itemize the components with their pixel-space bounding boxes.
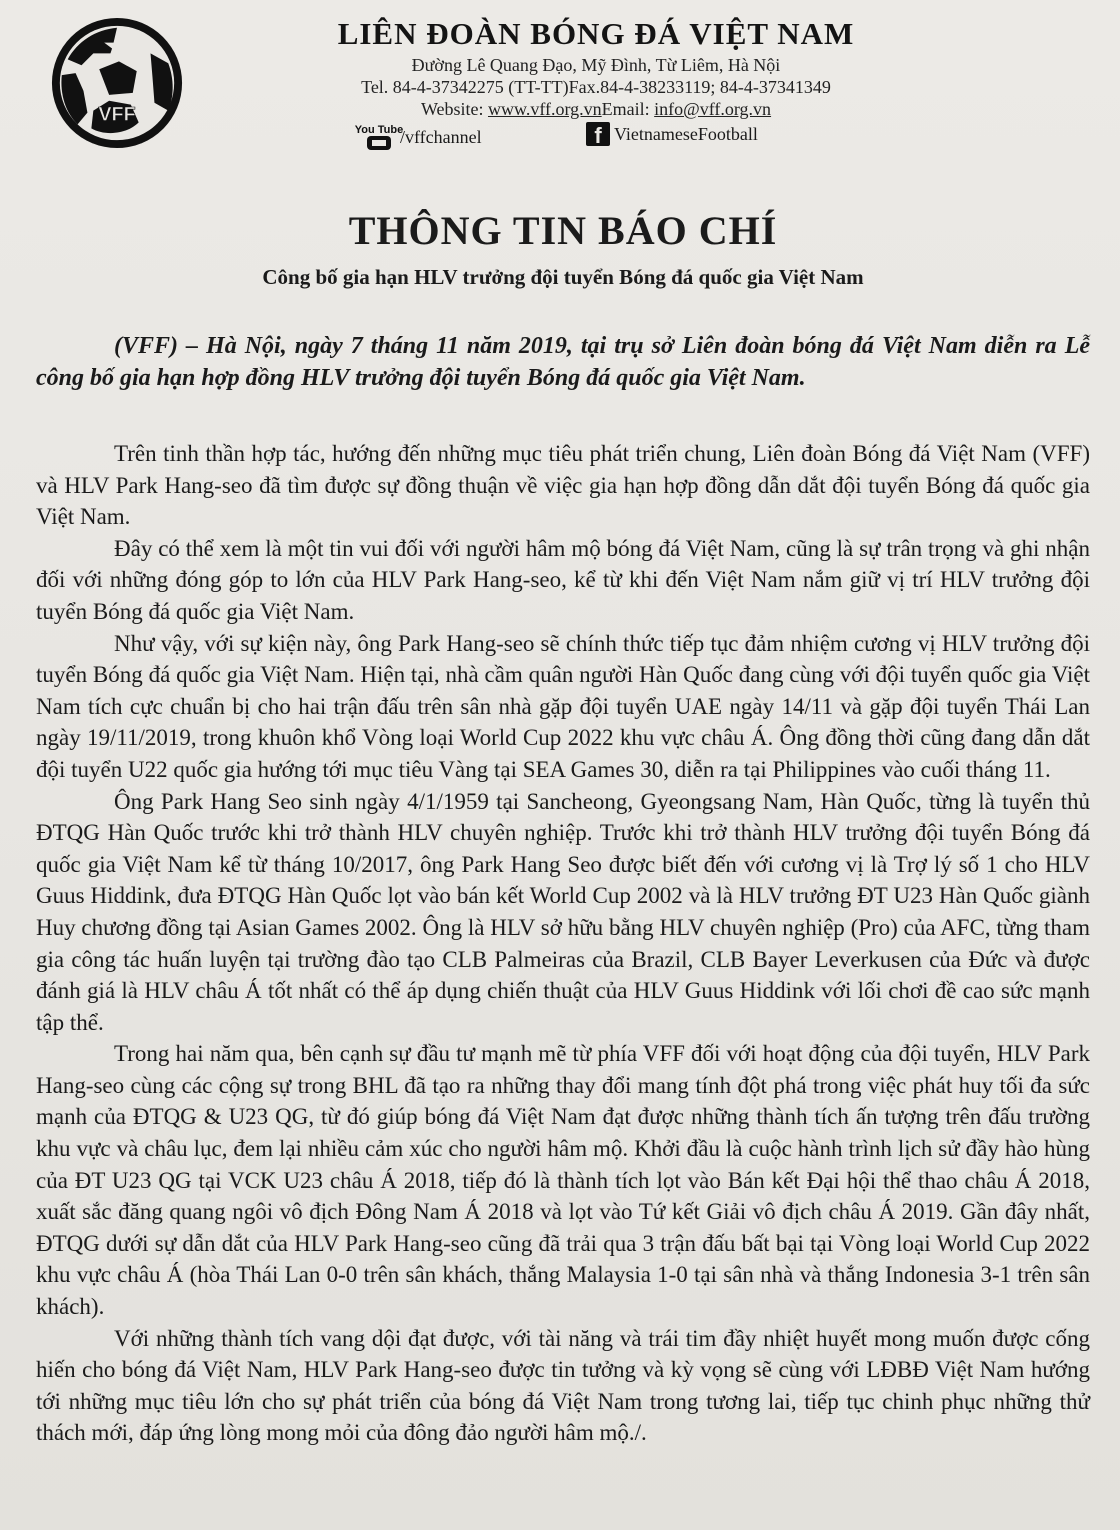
youtube-channel: /vffchannel bbox=[400, 126, 482, 147]
letterhead bbox=[36, 0, 1090, 170]
youtube-link[interactable] bbox=[354, 122, 482, 152]
youtube-icon bbox=[354, 122, 404, 152]
facebook-page: VietnameseFootball bbox=[614, 123, 758, 144]
document-body bbox=[36, 438, 1090, 1449]
document-subtitle: Công bố gia hạn HLV trưởng đội tuyển Bóng đá quốc gia Việt Nam bbox=[262, 265, 864, 289]
youtube-icon-text: You Tube bbox=[354, 124, 404, 136]
facebook-icon: f bbox=[586, 122, 610, 146]
organization-phone-fax: Tel. 84-4-37342275 (TT-TT)Fax.84-4-38233119; 84-4-37341349 bbox=[361, 77, 831, 97]
body-paragraph: Ông Park Hang Seo sinh ngày 4/1/1959 tại Sancheong, Gyeongsang Nam, Hàn Quốc, từng là tuyển thủ ĐTQG Hàn Quốc trước khi trở thành HLV chuyên nghiệp. Trước khi trở thành HLV trưởng đội tuyển Bóng đá quốc gia Việt Nam kể từ tháng 10/2017, ông Park Hang Seo được biết đến với cương vị là Trợ lý số 1 cho HLV Guus Hiddink, đưa ĐTQG Hàn Quốc lọt vào bán kết World Cup 2002 và là HLV trưởng ĐT U23 Hàn Quốc giành Huy chương đồng tại Asian Games 2002. Ông là HLV sở hữu bằng HLV chuyên nghiệp (Pro) của AFC, từng tham gia công tác huấn luyện tại trường đào tạo CLB Palmeiras của Brazil, CLB Bayer Leverkusen của Đức và được đánh giá là HLV châu Á tốt nhất có thể áp dụng chiến thuật của HLV Guus Hiddink với lối chơi đề cao sức mạnh tập thể. bbox=[36, 788, 1090, 1035]
organization-web-email bbox=[286, 98, 906, 120]
email-link[interactable]: info@vff.org.vn bbox=[654, 99, 772, 119]
body-paragraph: Trên tinh thần hợp tác, hướng đến những mục tiêu phát triển chung, Liên đoàn Bóng đá Việt Nam (VFF) và HLV Park Hang-seo đã tìm được sự đồng thuận về việc gia hạn hợp đồng dẫn dắt đội tuyển Bóng đá quốc gia Việt Nam. bbox=[36, 441, 1090, 530]
organization-name: LIÊN ĐOÀN BÓNG ĐÁ VIỆT NAM bbox=[337, 16, 855, 51]
lead-paragraph: (VFF) – Hà Nội, ngày 7 tháng 11 năm 2019, tại trụ sở Liên đoàn bóng đá Việt Nam diễn ra Lễ công bố gia hạn hợp đồng HLV trưởng đội tuyển Bóng đá quốc gia Việt Nam. bbox=[36, 333, 1090, 391]
social-links bbox=[286, 122, 906, 152]
document-title: THÔNG TIN BÁO CHÍ bbox=[348, 208, 778, 253]
organization-address: Đường Lê Quang Đạo, Mỹ Đình, Từ Liêm, Hà Nội bbox=[411, 55, 781, 75]
body-paragraph: Trong hai năm qua, bên cạnh sự đầu tư mạnh mẽ từ phía VFF đối với hoạt động của đội tuyển, HLV Park Hang-seo cùng các cộng sự trong BHL đã tạo ra những thay đổi mang tính đột phá trong việc phát huy tối đa sức mạnh của ĐTQG & U23 QG, từ đó giúp bóng đá Việt Nam đạt được những thành tích ấn tượng trên đấu trường khu vực và châu lục, đem lại nhiều cảm xúc cho người hâm mộ. Khởi đầu là cuộc hành trình lịch sử đầy hào hùng của ĐT U23 QG tại VCK U23 châu Á 2018, tiếp đó là thành tích lọt vào Bán kết Đại hội thể thao châu Á 2018, xuất sắc đăng quang ngôi vô địch Đông Nam Á 2018 và lọt vào Tứ kết Giải vô địch châu Á 2019. Gần đây nhất, ĐTQG dưới sự dẫn dắt của HLV Park Hang-seo cũng đã trải qua 3 trận đấu bất bại tại Vòng loại World Cup 2022 khu vực châu Á (hòa Thái Lan 0-0 trên sân khách, thắng Malaysia 1-0 tại sân nhà và thắng Indonesia 3-1 trên sân khách). bbox=[36, 1041, 1090, 1320]
email-label: Email: bbox=[601, 99, 655, 119]
website-link[interactable]: www.vff.org.vn bbox=[487, 99, 602, 119]
body-paragraph: Với những thành tích vang dội đạt được, với tài năng và trái tim đầy nhiệt huyết mong muốn được cống hiến cho bóng đá Việt Nam, HLV Park Hang-seo được tin tưởng và kỳ vọng sẽ cùng với LĐBĐ Việt Nam hướng tới những mục tiêu lớn cho sự phát triển của bóng đá Việt Nam trong tương lai, tiếp tục chinh phục những thử thách mới, đáp ứng lòng mong mỏi của đông đảo người hâm mộ./. bbox=[36, 1325, 1090, 1446]
logo-text: VFF bbox=[98, 103, 136, 126]
website-label: Website: bbox=[420, 99, 488, 119]
facebook-link[interactable] bbox=[586, 122, 758, 146]
body-paragraph: Như vậy, với sự kiện này, ông Park Hang-seo sẽ chính thức tiếp tục đảm nhiệm cương vị HLV trưởng đội tuyển Bóng đá quốc gia Việt Nam. Hiện tại, nhà cầm quân người Hàn Quốc đang cùng với đội tuyển quốc gia Việt Nam tích cực chuẩn bị cho hai trận đấu trên sân nhà gặp đội tuyển UAE ngày 14/11 và gặp đội tuyển Thái Lan ngày 19/11/2019, trong khuôn khổ Vòng loại World Cup 2022 khu vực châu Á. Ông đồng thời cũng đang dẫn dắt đội tuyển U22 quốc gia hướng tới mục tiêu Vàng tại SEA Games 30, diễn ra tại Philippines vào cuối tháng 11. bbox=[36, 630, 1090, 782]
body-paragraph: Đây có thể xem là một tin vui đối với người hâm mộ bóng đá Việt Nam, cũng là sự trân trọng và ghi nhận đối với những đóng góp to lớn của HLV Park Hang-seo, kể từ khi đến Việt Nam nắm giữ vị trí HLV trưởng đội tuyển Bóng đá quốc gia Việt Nam. bbox=[36, 535, 1090, 624]
vff-logo-icon bbox=[48, 14, 186, 152]
organization-info bbox=[286, 14, 906, 152]
